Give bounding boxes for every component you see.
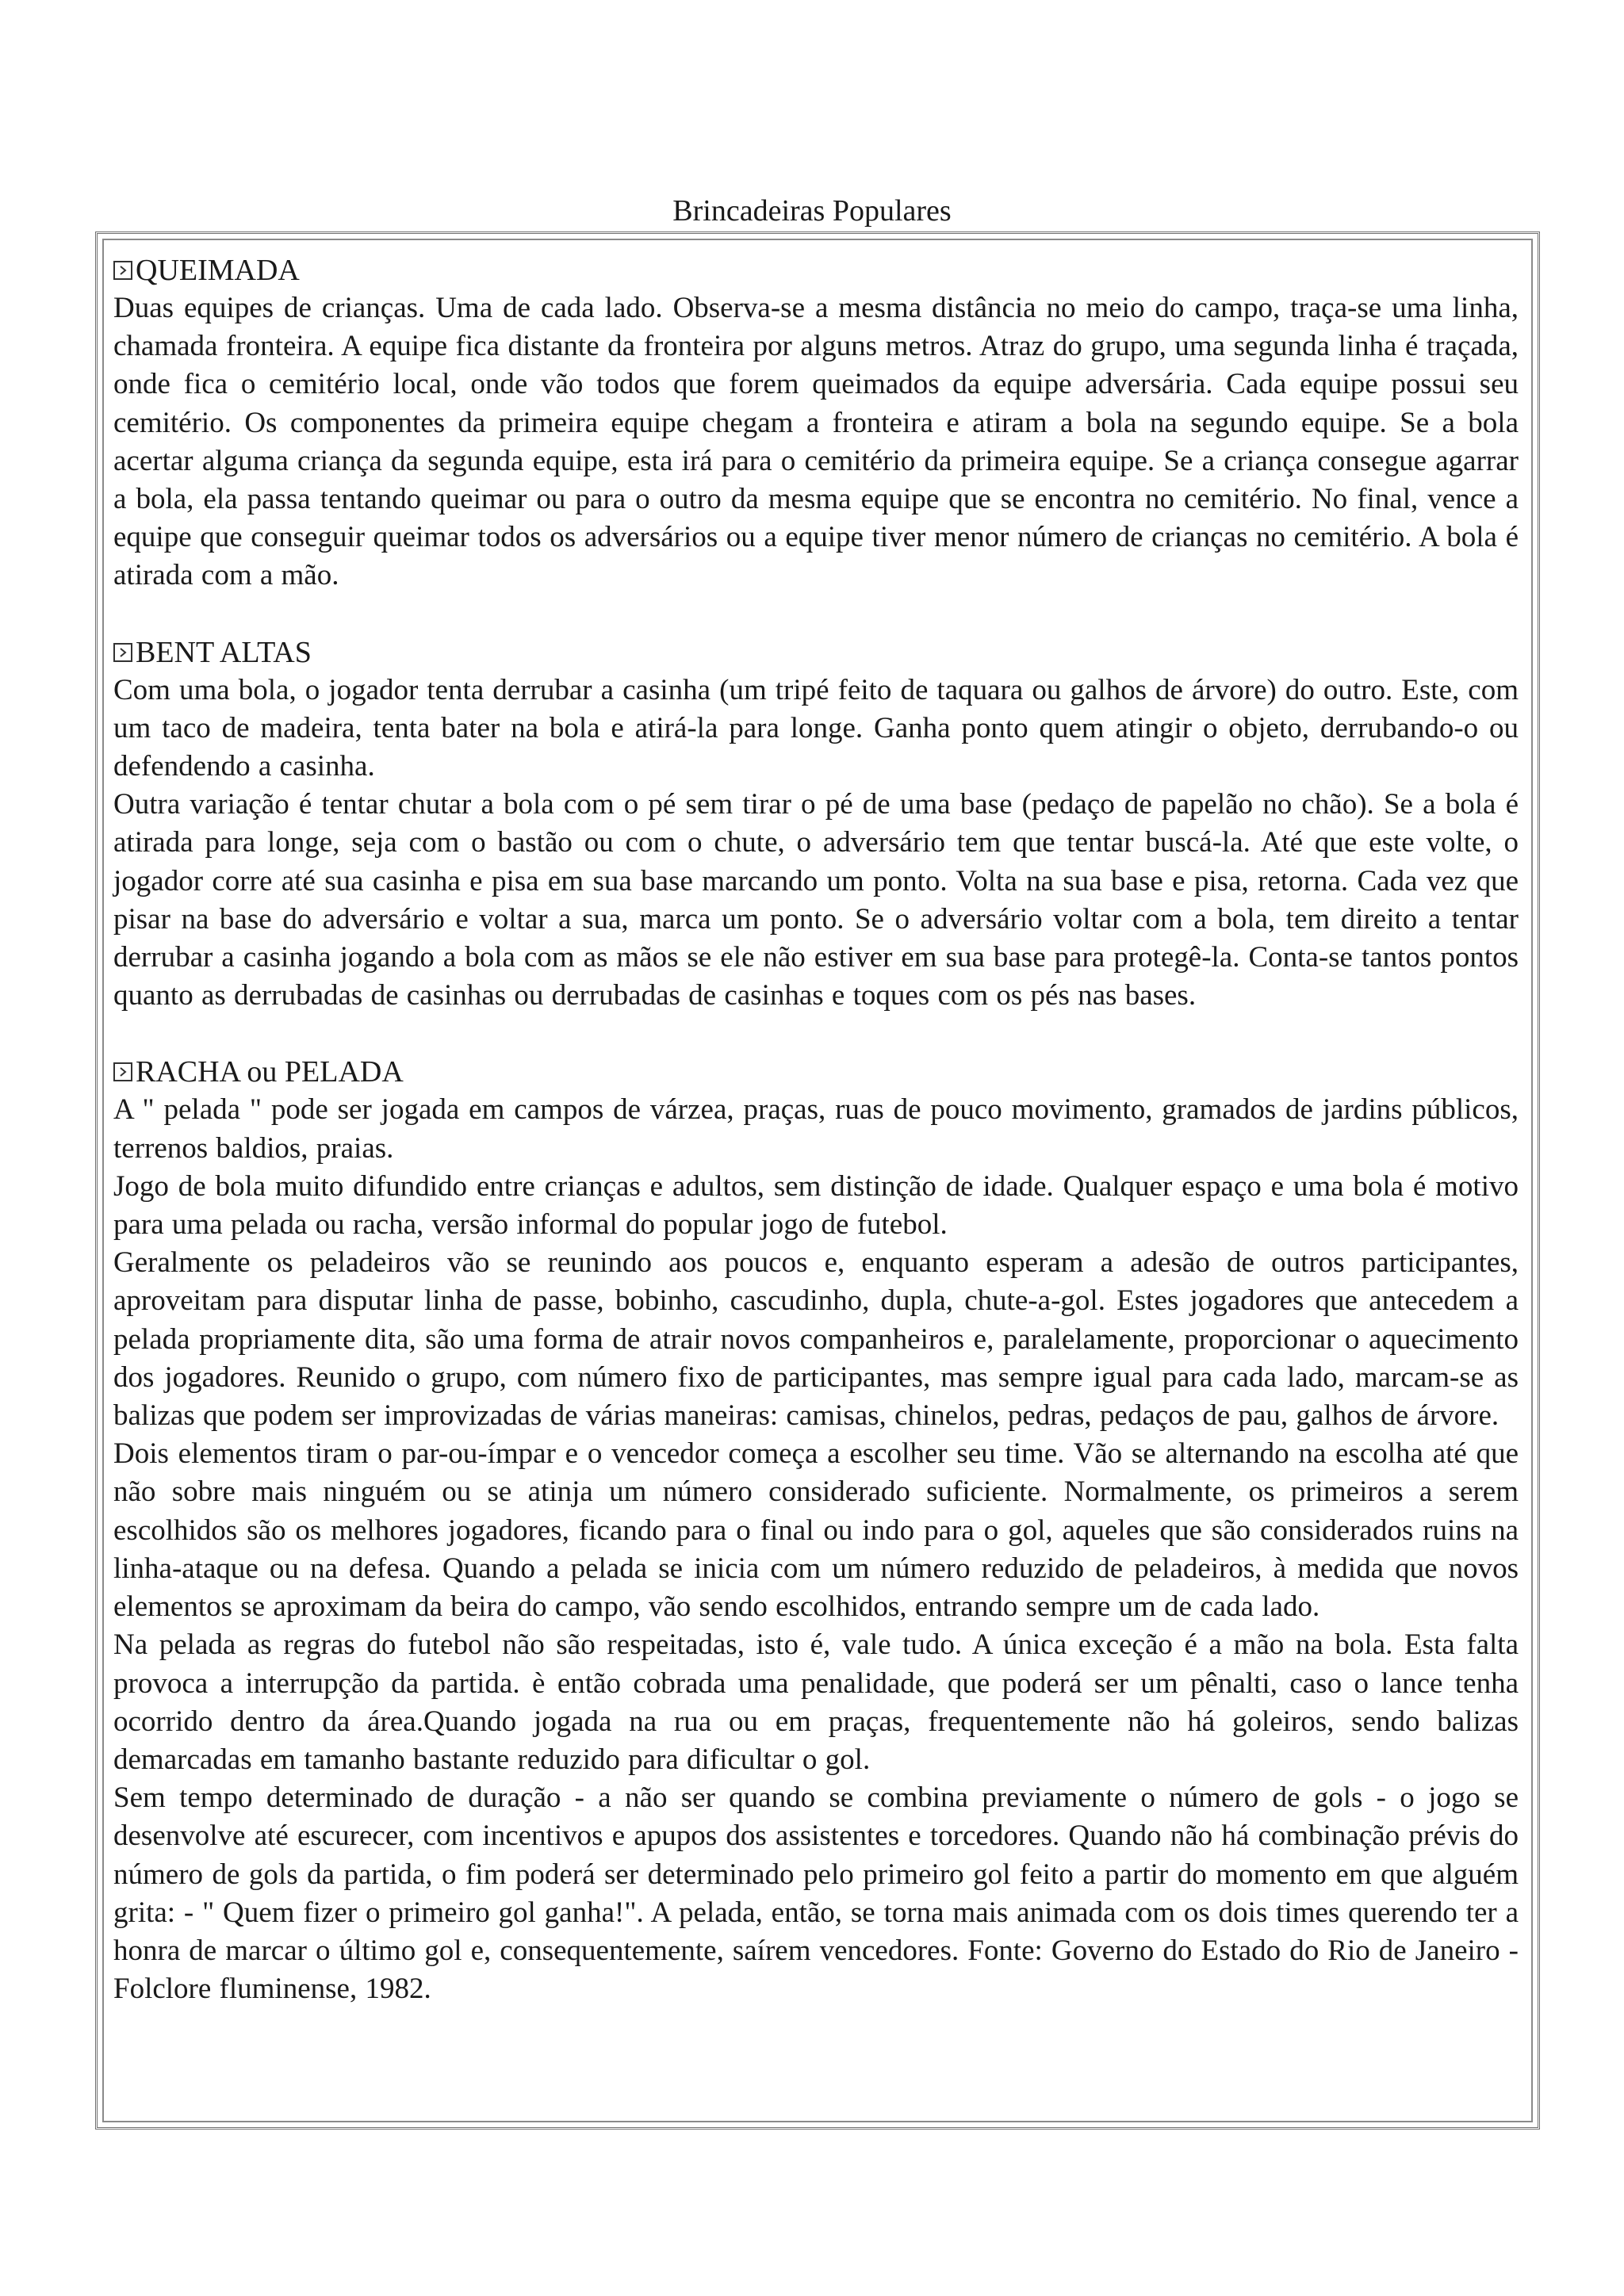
section-paragraph: Dois elementos tiram o par-ou-ímpar e o vencedor começa a escolher seu time. Vão se alternando na escolha até que não sobre mais ninguém ou se atinja um número considerado suficiente. Normalmente, os primeiros a serem escolhidos são os melhores jogadores, ficando para o final ou indo para o gol, aqueles que são considerados ruins na linha-ataque ou na defesa. Quando a pelada se inicia com um número reduzido de peladeiros, à medida que novos elementos se aproximam da beira do campo, vão sendo escolhidos, entrando sempre um de cada lado.	[113, 1437, 1519, 1624]
section-heading-text: BENT ALTAS	[136, 635, 312, 669]
section-queimada	[113, 251, 1519, 595]
section-paragraph: Na pelada as regras do futebol não são respeitadas, isto é, vale tudo. A única exceção é a mão na bola. Esta falta provoca a interrupção da partida. è então cobrada uma penalidade, que poderá ser um pênalti, caso o lance tenha ocorrido dentro da área.Quando jogada na rua ou em praças, frequentemente não há goleiros, sendo balizas demarcadas em tamanho bastante reduzido para dificultar o gol.	[113, 1628, 1519, 1776]
section-paragraph: Outra variação é tentar chutar a bola com o pé sem tirar o pé de uma base (pedaço de papelão no chão). Se a bola é atirada para longe, seja com o bastão ou com o chute, o adversário tem que tentar buscá-la. Até que este volte, o jogador corre até sua casinha e pisa em sua base marcando um ponto. Volta na sua base e pisa, retorna. Cada vez que pisar na base do adversário e voltar a sua, marca um ponto. Se o adversário voltar com a bola, tem direito a tentar derrubar a casinha jogando a bola com as mãos se ele não estiver em sua base para protegê-la. Conta-se tantos pontos quanto as derrubadas de casinhas ou derrubadas de casinhas e toques com os pés nas bases.	[113, 788, 1519, 1012]
section-paragraph: Jogo de bola muito difundido entre crianças e adultos, sem distinção de idade. Qualquer espaço e uma bola é motivo para uma pelada ou racha, versão informal do popular jogo de futebol.	[113, 1169, 1519, 1242]
section-heading-text: QUEIMADA	[136, 254, 300, 287]
section-paragraph: Com uma bola, o jogador tenta derrubar a casinha (um tripé feito de taquara ou galhos de árvore) do outro. Este, com um taco de madeira, tenta bater na bola e atirá-la para longe. Ganha ponto quem atingir o objeto, derrubando-o ou defendendo a casinha.	[113, 673, 1519, 783]
section-bent-altas	[113, 633, 1519, 1016]
document-title: Brincadeiras Populares	[672, 194, 952, 228]
content-inner-frame	[102, 239, 1533, 2122]
section-paragraph: Geralmente os peladeiros vão se reunindo aos poucos e, enquanto esperam a adesão de outros participantes, aproveitam para disputar linha de passe, bobinho, cascudinho, dupla, chute-a-gol. Estes jogadores que antecedem a pelada propriamente dita, são uma forma de atrair novos companheiros e, paralelamente, proporcionar o aquecimento dos jogadores. Reunido o grupo, com número fixo de participantes, mas sempre igual para cada lado, marcam-se as balizas que podem ser improvizadas de várias maneiras: camisas, chinelos, pedras, pedaços de pau, galhos de árvore.	[113, 1246, 1519, 1433]
section-heading	[113, 1053, 1519, 1091]
expand-box-icon	[113, 643, 132, 662]
section-heading-text: RACHA ou PELADA	[136, 1055, 404, 1089]
section-paragraph: Duas equipes de crianças. Uma de cada lado. Observa-se a mesma distância no meio do campo, traça-se uma linha, chamada fronteira. A equipe fica distante da fronteira por alguns metros. Atraz do grupo, uma segunda linha é traçada, onde fica o cemitério local, onde vão todos que forem queimados da equipe adversária. Cada equipe possui seu cemitério. Os componentes da primeira equipe chegam a fronteira e atiram a bola na segundo equipe. Se a bola acertar alguma criança da segunda equipe, esta irá para o cemitério da primeira equipe. Se a criança consegue agarrar a bola, ela passa tentando queimar ou para o outro da mesma equipe que se encontra no cemitério. No final, vence a equipe que conseguir queimar todos os adversários ou a equipe tiver menor número de crianças no cemitério. A bola é atirada com a mão.	[113, 292, 1519, 592]
section-heading	[113, 633, 1519, 672]
section-paragraph: A " pelada " pode ser jogada em campos de várzea, praças, ruas de pouco movimento, gramados de jardins públicos, terrenos baldios, praias.	[113, 1093, 1519, 1165]
expand-box-icon	[113, 1062, 132, 1081]
section-racha-ou-pelada	[113, 1053, 1519, 2008]
expand-box-icon	[113, 261, 132, 280]
section-heading	[113, 251, 1519, 289]
content-frame	[95, 232, 1540, 2130]
section-paragraph: Sem tempo determinado de duração - a não ser quando se combina previamente o número de gols - o jogo se desenvolve até escurecer, com incentivos e apupos dos assistentes e torcedores. Quando não há combinação prévis do número de gols da partida, o fim poderá ser determinado pelo primeiro gol feito a partir do momento em que alguém grita: - " Quem fizer o primeiro gol ganha!". A pelada, então, se torna mais animada com os dois times querendo ter a honra de marcar o último gol e, consequentemente, saírem vencedores. Fonte: Governo do Estado do Rio de Janeiro - Folclore fluminense, 1982.	[113, 1781, 1519, 2006]
